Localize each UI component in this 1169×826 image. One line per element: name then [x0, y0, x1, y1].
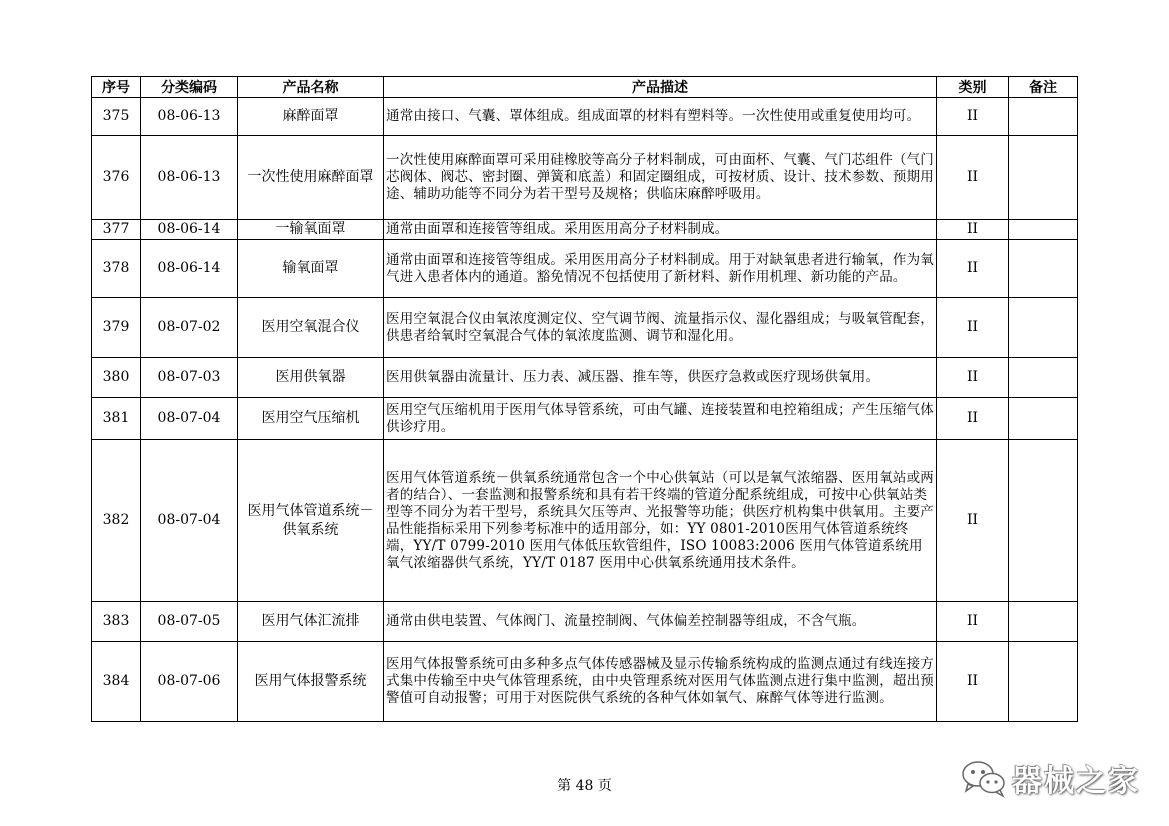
row-desc: 医用供氧器由流量计、压力表、减压器、推车等，供医疗急救或医疗现场供氧用。	[384, 358, 937, 398]
row-code: 08-06-14	[141, 240, 238, 298]
row-class: II	[937, 98, 1009, 136]
row-seq: 381	[92, 398, 141, 440]
row-class: II	[937, 240, 1009, 298]
row-code: 08-07-04	[141, 398, 238, 440]
header-desc: 产品描述	[384, 77, 937, 98]
table-row	[92, 136, 1078, 220]
row-name: 医用空气压缩机	[238, 398, 384, 440]
row-note	[1009, 398, 1078, 440]
row-class: II	[937, 358, 1009, 398]
row-desc: 医用气体管道系统－供氧系统通常包含一个中心供氧站（可以是氧气浓缩器、医用氧站或两者的结合）、一套监测和报警系统和具有若干终端的管道分配系统组成，可按中心供氧站类型等不同分为若干型号，系统具欠压等声、光报警等功能；供医疗机构集中供氧用。主要产品性能指标采用下列参考标准中的适用部分，如：YY 0801-2010医用气体管道系统终端，YY/T 0799-2010 医用气体低压软管组件，ISO 10083:2006 医用气体管道系统用氧气浓缩器供气系统，YY/T 0187 医用中心供氧系统通用技术条件。	[384, 440, 937, 602]
header-note: 备注	[1009, 77, 1078, 98]
row-class: II	[937, 298, 1009, 358]
row-note	[1009, 98, 1078, 136]
row-seq: 380	[92, 358, 141, 398]
row-name: 医用气体汇流排	[238, 602, 384, 642]
row-code: 08-07-02	[141, 298, 238, 358]
row-note	[1009, 240, 1078, 298]
row-seq: 379	[92, 298, 141, 358]
header-seq: 序号	[92, 77, 141, 98]
table-row	[92, 98, 1078, 136]
row-seq: 384	[92, 642, 141, 722]
watermark-text: 器械之家	[1012, 764, 1140, 799]
row-class: II	[937, 440, 1009, 602]
watermark	[960, 756, 1140, 800]
row-name: 医用气体管道系统－供氧系统	[238, 440, 384, 602]
row-code: 08-07-05	[141, 602, 238, 642]
row-name: 麻醉面罩	[238, 98, 384, 136]
row-code: 08-06-13	[141, 98, 238, 136]
header-code: 分类编码	[141, 77, 238, 98]
row-seq: 383	[92, 602, 141, 642]
header-name: 产品名称	[238, 77, 384, 98]
row-desc: 通常由接口、气囊、罩体组成。组成面罩的材料有塑料等。一次性使用或重复使用均可。	[384, 98, 937, 136]
row-desc: 通常由供电装置、气体阀门、流量控制阀、气体偏差控制器等组成，不含气瓶。	[384, 602, 937, 642]
table-row	[92, 220, 1078, 240]
row-desc: 医用空氧混合仪由氧浓度测定仪、空气调节阀、流量指示仪、湿化器组成；与吸氧管配套，供患者给氧时空氧混合气体的氧浓度监测、调节和湿化用。	[384, 298, 937, 358]
row-name: 输氧面罩	[238, 240, 384, 298]
device-catalog-table	[91, 76, 1078, 722]
table-row	[92, 298, 1078, 358]
row-note	[1009, 440, 1078, 602]
table-row	[92, 602, 1078, 642]
row-seq: 375	[92, 98, 141, 136]
header-row	[92, 77, 1078, 98]
row-desc: 医用空气压缩机用于医用气体导管系统，可由气罐、连接装置和电控箱组成；产生压缩气体供诊疗用。	[384, 398, 937, 440]
row-code: 08-07-06	[141, 642, 238, 722]
row-desc: 一次性使用麻醉面罩可采用硅橡胶等高分子材料制成，可由面杯、气囊、气门芯组件（气门芯阀体、阀芯、密封圈、弹簧和底盖）和固定圈组成，可按材质、设计、技术参数、预期用途、辅助功能等不同分为若干型号及规格；供临床麻醉呼吸用。	[384, 136, 937, 220]
row-desc: 通常由面罩和连接管等组成。采用医用高分子材料制成。用于对缺氧患者进行输氧，作为氧气进入患者体内的通道。豁免情况不包括使用了新材料、新作用机理、新功能的产品。	[384, 240, 937, 298]
row-code: 08-06-13	[141, 136, 238, 220]
row-name: 医用气体报警系统	[238, 642, 384, 722]
row-class: II	[937, 398, 1009, 440]
table-row	[92, 398, 1078, 440]
row-seq: 376	[92, 136, 141, 220]
row-name: 一次性使用麻醉面罩	[238, 136, 384, 220]
row-note	[1009, 136, 1078, 220]
row-name: 医用供氧器	[238, 358, 384, 398]
header-class: 类别	[937, 77, 1009, 98]
row-class: II	[937, 220, 1009, 240]
row-code: 08-06-14	[141, 220, 238, 240]
row-note	[1009, 298, 1078, 358]
row-desc: 医用气体报警系统可由多种多点气体传感器械及显示传输系统构成的监测点通过有线连接方式集中传输至中央气体管理系统，由中央管理系统对医用气体监测点进行集中监测，超出预警值可自动报警；可用于对医院供气系统的各种气体如氧气、麻醉气体等进行监测。	[384, 642, 937, 722]
row-note	[1009, 642, 1078, 722]
page-number: 第 48 页	[557, 778, 612, 794]
row-seq: 377	[92, 220, 141, 240]
table-row	[92, 240, 1078, 298]
row-class: II	[937, 136, 1009, 220]
wechat-icon	[960, 758, 1008, 798]
row-seq: 382	[92, 440, 141, 602]
row-note	[1009, 358, 1078, 398]
row-note	[1009, 602, 1078, 642]
row-code: 08-07-04	[141, 440, 238, 602]
table-row	[92, 358, 1078, 398]
row-name: 一输氧面罩	[238, 220, 384, 240]
table-row	[92, 642, 1078, 722]
row-code: 08-07-03	[141, 358, 238, 398]
row-name: 医用空氧混合仪	[238, 298, 384, 358]
row-desc: 通常由面罩和连接管等组成。采用医用高分子材料制成。	[384, 220, 937, 240]
row-note	[1009, 220, 1078, 240]
table-row	[92, 440, 1078, 602]
row-class: II	[937, 642, 1009, 722]
row-seq: 378	[92, 240, 141, 298]
row-class: II	[937, 602, 1009, 642]
